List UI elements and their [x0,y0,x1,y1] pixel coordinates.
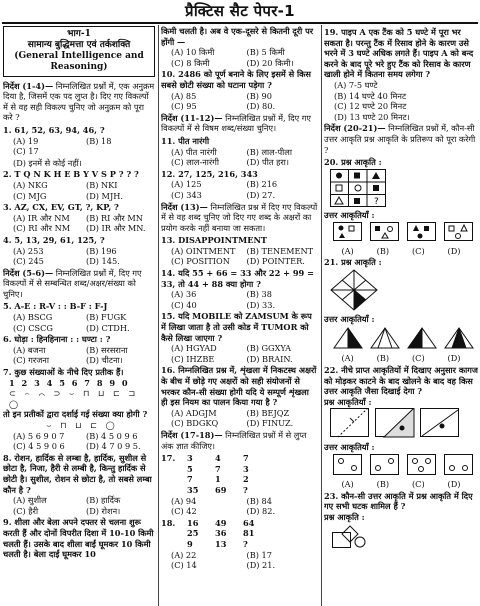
column-divider-2 [321,25,322,606]
direction-label: निर्देश (11-12)— [161,112,223,123]
option: (C) 17 [13,146,39,157]
question-13: 13. DISAPPOINTMENT [161,235,268,246]
q20-answer-shapes [330,222,478,242]
q17-options [171,496,318,517]
option: (C) CSCG [13,322,53,333]
option: (C) 14 [171,560,197,571]
direction-20-21 [324,123,478,155]
q22-answer-shapes [330,454,478,476]
question-11: 11. पीत नारंगी [161,135,210,146]
q22-answer-label: उत्तर आकृतियाँ : [324,442,375,453]
option: (D) रोशन। [86,505,121,516]
option: (D) 80. [246,101,276,112]
option: (A) पीत नारंगी [171,146,217,157]
grid-cell: 13 [215,538,227,549]
direction-text: निम्नलिखित प्रश्नों में, दिए गए विकल्पों में से सम्बन्धित शब्द/अक्षर/संख्या को चुनिए। [3,267,142,299]
q7-symbol-row: ⊂ ⌢ ⌒ ⊃ ⌣ ⊓ ⊔ ⊏ ⊐ ◯ [9,388,139,409]
q1-option-d: (D) इनमें से कोई नहीं। [13,157,82,168]
question-22: 22. नीचे प्राप्त आकृतियों में दिखाए अनुसार कागज को मोड़कर काटने के बाद खोलने के बाद वह किस उत्तर आकृति जैसा दिखाई देगा ? [324,365,478,397]
grid-cell: 69 [215,484,227,495]
grid-cell: 16 [187,517,199,528]
question-7: 7. कुछ संख्याओं के नीचे दिए प्रतीक हैं। [3,367,124,378]
option: (B) 17 [246,549,272,560]
q23-question-label: प्रश्न आकृति : [324,512,365,522]
option: (D) 4 7 0 9 5. [86,441,141,452]
option: (B) 196 [86,245,117,256]
question-17 [161,453,318,495]
question-12: 12. 27, 125, 216, 343 [161,168,258,179]
q18-options [171,550,318,571]
grid-cell: 25 [187,528,199,539]
grid-cell: 35 [187,484,199,495]
option: (B) [376,353,390,364]
question-19: 19. पाइप A एक टैंक को 5 घण्टे में पूरा भर सकता है। परन्तु टैंक में रिसाव होने के कारण उसे भरने में 3 घण्टे अधिक लगते हैं। पाइप A को बन्द करने के बाद पूरे भरे हुए टैंक को रिसाव के कारण खाली होने में कितना समय लगेगा ? [324,27,474,80]
option: (B) हार्दिक [86,495,121,506]
section-name-hindi: सामान्य बुद्धिमत्ता एवं तर्कशक्ति [27,39,131,50]
q20-option-labels [330,246,472,257]
grid-cell: 1 [215,474,221,485]
grid-cell: 7 [243,453,249,464]
option: (B) लाल-पीला [246,146,292,157]
option: (B) [376,479,390,490]
q9-continued: किमी चलती है। अब वे एक-दूसरे से कितनी दूरी पर होंगी — [161,26,314,47]
option: (D) POINTER. [246,256,305,267]
q20-answer-figures [330,222,478,245]
option: (C) गरजना [13,355,49,366]
q22-question-figures [330,408,478,441]
option: (D) 20 किमी। [246,57,294,68]
question-4: 4. 5, 13, 29, 61, 125, ? [3,234,105,245]
column-divider-1 [158,25,159,606]
option: (B) 84 [246,495,272,506]
grid-cell: 9 [187,538,193,549]
grid-cell: 7 [215,463,221,474]
q21-answer-figures [330,326,478,353]
option: (A) [341,353,354,364]
q11-options [171,147,318,168]
option: (C) [411,479,425,490]
option: (A) 19 [13,135,39,146]
option: (C) IHZBE [171,353,215,364]
option: (B) GGXYA [246,343,292,354]
direction-5-6 [3,268,155,300]
direction-label: निर्देश (1-4)— [3,80,54,91]
option: (A) HGYAD [171,343,217,354]
option: (A) [341,479,354,490]
option: (C) 343 [171,189,202,200]
question-15: 15. यदि MOBILE को ZAMSUM के रूप में लिखा जाता है तो उसी कोड में TUMOR को कैसे लिखा जाएगा ? [161,311,312,343]
q13-options [171,246,318,267]
q1-options [13,136,155,157]
q23-component-figure [330,524,370,550]
column-2 [161,26,318,606]
q7-symbol-query: ⌣ ⊓ ⊔ ⊏ ◯ [46,420,118,430]
option: (D) 33. [246,299,276,310]
direction-text: निम्नलिखित प्रश्नों में, कौन-सी उत्तर आकृति प्रश्न आकृति के प्रतिरूप को पूरा करेगी ? [324,123,476,155]
q5-options [13,312,155,333]
option: (A) ADGJM [171,407,217,418]
option: (C) POSITION [171,256,230,267]
column-1 [3,26,155,606]
section-name-english-1: (General Intelligence and [14,50,144,61]
q22-option-labels [330,479,472,490]
option: (C) 4 5 9 0 6 [13,441,65,452]
q2-options [13,180,155,201]
option: (D) MJH. [86,190,123,201]
option: (D) IR और MN. [86,223,146,234]
q17-label: 17. [161,453,176,464]
option: (D) 27. [246,189,276,200]
option: (C) 42 [171,506,197,517]
option: (C) MJG [13,190,47,201]
option: (A) 36 [171,289,197,300]
option: (D) 145. [86,256,120,267]
q15-options [171,343,318,364]
q20-question-figure [330,169,478,210]
q20-pattern-figure [330,169,386,207]
option: (A) 22 [171,549,197,560]
direction-label: निर्देश (20-21)— [324,123,386,134]
option: (C) [411,353,425,364]
option: (D) [447,353,461,364]
option: (D) BRAIN. [246,353,293,364]
q7-options [13,431,155,452]
option: (B) 14 घण्टे 40 मिनट [334,90,407,101]
direction-13 [161,202,318,234]
option: (C) [411,245,425,256]
q10-options [171,91,318,112]
grid-cell: ? [243,538,248,549]
direction-1-4 [3,81,155,123]
section-part: भाग-1 [67,29,91,39]
option: (B) 5 किमी [246,47,285,58]
section-name-english-2: Reasoning) [50,61,108,72]
question-9: 9. शीला और बेला अपने दफ्तर से चलना शुरू करती हैं और दोनों विपरीत दिशा में 10-10 किमी चलती हैं। उसके बाद शीला बाईं घूमकर 10 किमी चलती है। बेला दाईं घूमकर 10 [3,517,154,560]
option: (B) 90 [246,90,272,101]
direction-17-18 [161,430,318,451]
option: (D) 21. [246,560,276,571]
q22-folding-figures [330,408,460,438]
q17-grid [187,453,299,495]
grid-cell: 7 [187,474,193,485]
option: (B) 4 5 0 9 6 [86,430,138,441]
option: (C) 245 [13,256,44,267]
direction-text: निम्नलिखित प्रश्नों में, एक अनुक्रम दिया है, जिसमें एक पद लुप्त है। दिए गए विकल्पों में से वह सही विकल्प चुनिए जो अनुक्रम को पूरा करे ? [3,80,155,123]
option: (A) 253 [13,245,44,256]
direction-text: निम्नलिखित प्रश्नों में, दिए गए विकल्पों में से विषम शब्द/संख्या चुनिए। [161,112,311,134]
title-rule [2,22,478,24]
option: (B) BEJQZ [246,407,290,418]
option: (A) 85 [171,90,197,101]
option: (D) [447,245,461,256]
option: (A) OINTMENT [171,245,236,256]
column-3 [324,26,478,606]
grid-cell: 2 [243,474,249,485]
q21-question-figure [330,269,478,314]
svg-text:?: ? [374,196,379,207]
q12-options [171,179,318,200]
option: (A) 125 [171,179,202,190]
option: (C) 12 घण्टे 20 मिनट [334,101,407,112]
question-5: 5. A-E : R-V : : B-F : F-J [3,301,108,312]
option: (D) FINUZ. [246,418,294,429]
option: (D) CTDH. [86,322,130,333]
option: (A) IR और NM [13,212,70,223]
option: (A) 94 [171,495,197,506]
direction-label: निर्देश (5-6)— [3,267,54,278]
grid-cell: 5 [187,463,193,474]
option: (A) 10 किमी [171,47,215,58]
grid-cell: 64 [243,517,255,528]
question-2: 2. T Q N K H E B Y V S P ? ? ? [3,169,139,180]
direction-label: निर्देश (17-18)— [161,429,223,440]
option: (D) पीत हरा। [246,157,290,168]
option: (B) 18 [86,135,112,146]
grid-cell: ? [243,484,248,495]
question-21: 21. प्रश्न आकृति : [324,257,382,268]
option: (B) NKI [86,179,118,190]
grid-cell: 4 [215,453,221,464]
option: (B) FUGK [86,312,127,323]
q18-grid [187,518,299,550]
question-10: 10. 2486 को पूर्ण बनाने के लिए इसमें से किस सबसे छोटी संख्या को घटाना पड़ेगा ? [161,69,311,90]
question-23: 23. कौन-सी उत्तर आकृति में प्रश्न आकृति में दिए गए सभी घटक शामिल हैं ? [324,490,473,512]
option: (B) TENEMENT [246,245,314,256]
section-header-box [3,26,155,77]
direction-text: निम्नलिखित प्रश्नों में से लुप्त अंक ज्ञात कीजिए। [161,429,307,451]
q3-options [13,213,155,234]
option: (A) 5 6 9 0 7 [13,430,65,441]
option: (A) 7-5 घण्टे [334,79,378,90]
question-8: 8. रोशन, हार्दिक से लम्बा है, हार्दिक, सुशील से छोटा है, निजा, हैरी से लम्बी है, किन्तु हार्दिक से छोटी है। सुशील, रोशन से छोटा है, तो सबसे लम्बा कौन है ? [3,452,152,495]
q7-number-row: 1 2 3 4 5 6 7 8 9 0 [9,377,130,388]
grid-cell: 81 [243,528,255,539]
question-18 [161,518,318,550]
option: (A) BSCG [13,312,53,323]
option: (D) 82. [246,506,276,517]
option: (D) [447,479,461,490]
grid-cell: 3 [187,453,193,464]
option: (C) 8 किमी [171,57,210,68]
direction-text: निम्नलिखित प्रश्न में दिए गए विकल्पों में से वह शब्द चुनिए जो दिए गए शब्द के अक्षरों का प्रयोग करके नहीं बनाया जा सकता। [161,201,318,233]
q21-answer-shapes [330,326,478,350]
option: (C) BDGKQ [171,418,219,429]
option: (C) 40 [171,299,197,310]
option: (C) RI और NM [13,223,71,234]
option: (C) 95 [171,101,197,112]
option: (D) चीटना। [86,355,123,366]
question-6: 6. घोड़ा : हिनहिनाना : : घण्टा : ? [3,334,111,345]
option: (C) लाल-नारंगी [171,157,219,168]
q23-question-figure [330,524,478,553]
q22-answer-figures [330,454,478,479]
option: (A) सुशील [13,495,47,506]
q16-options [171,408,318,429]
option: (B) [376,245,390,256]
q6-options [13,345,155,366]
q4-options [13,246,155,267]
q14-options [171,289,318,310]
grid-cell: 3 [243,463,249,474]
option: (B) 38 [246,289,272,300]
option: (B) RI और MN [86,212,143,223]
grid-cell: 49 [215,517,227,528]
option: (D) 13 घण्टे 20 मिनट। [334,111,410,122]
question-20: 20. प्रश्न आकृति : [324,157,382,168]
q19-options [334,80,478,122]
option: (A) NKG [13,179,48,190]
q21-triangle-figure [330,269,378,311]
question-3: 3. AZ, CX, EV, GT, ?, KP, ? [3,202,119,213]
page-title: प्रैक्टिस सैट पेपर-1 [185,2,295,20]
option: (C) हैरी [13,505,39,516]
q8-options [13,495,155,516]
q9-options [171,47,318,68]
q21-answer-label: उत्तर आकृतियाँ : [324,314,375,325]
option: (B) सरसराना [86,344,128,355]
question-14: 14. यदि 55 + 66 = 33 और 22 + 99 = 33, तो 44 + 88 क्या होगा ? [161,268,314,289]
option: (A) बजना [13,344,46,355]
q21-option-labels [330,353,472,364]
option: (A) [341,245,354,256]
q7-ask: तो इन प्रतीकों द्वारा दर्शाई गई संख्या क्या होगी ? [3,409,148,420]
direction-11-12 [161,113,318,134]
q22-question-label: प्रश्न आकृतियाँ : [324,396,372,407]
option: (B) 216 [246,179,278,190]
q18-label: 18. [161,517,176,528]
grid-cell: 36 [215,528,227,539]
q20-answer-label: उत्तर आकृतियाँ : [324,210,375,221]
direction-label: निर्देश (13)— [161,201,208,212]
question-1: 1. 61, 52, 63, 94, 46, ? [3,124,105,135]
question-16: 16. निम्नलिखित प्रश्न में, शृंखला में निकटस्थ अक्षरों के बीच में छोड़े गए अक्षरों को सही संयोजनों से भरकर कौन-सी संख्या होगी यदि ये सम्पूर्ण शृंखला ही इस नियम का पालन किया गया है ? [161,365,317,408]
